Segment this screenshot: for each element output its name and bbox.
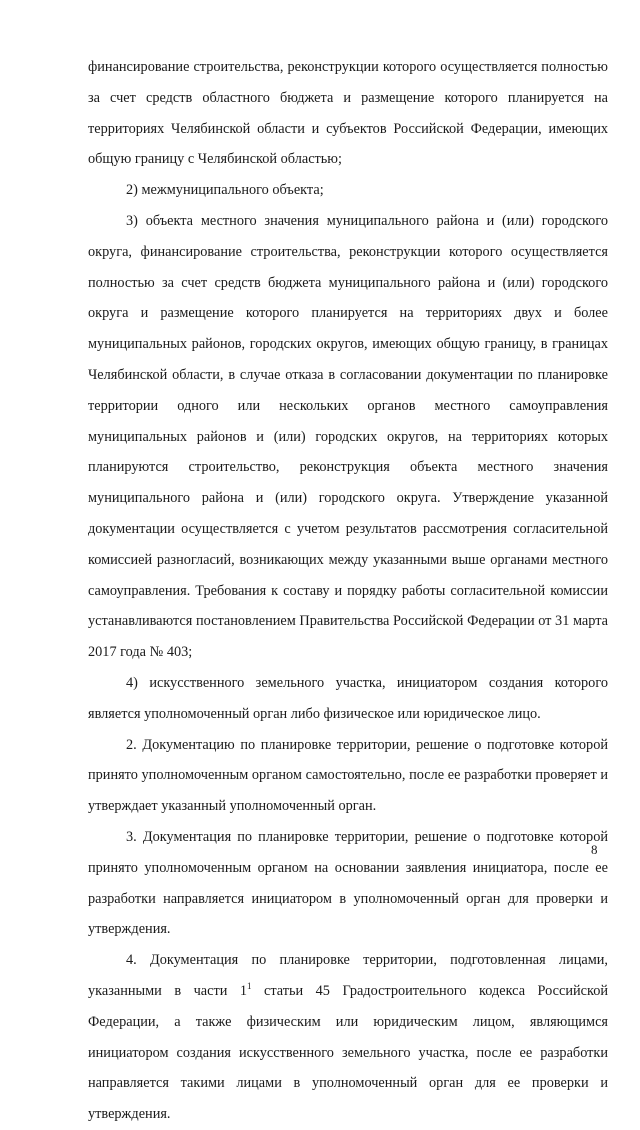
clause-2: 2. Документацию по планировке территории, решение о подготовке которой принято уполномоченным органом самостоятельно, после ее разработки проверяет и утверждает указанный уполномоченный орган. xyxy=(88,736,608,815)
clause-4-text-end: статьи 45 Градостроительного кодекса Российской Федерации, а также физическим или юридическим лицом, являющимся инициатором создания искусственного земельного участка, после ее разработки направляется такими лицами в уполномоченный орган для ее проверки и утверждения. xyxy=(88,982,608,1123)
page-number: 8 xyxy=(591,842,598,857)
list-item-3: 3) объекта местного значения муниципального района и (или) городского округа, финансирование строительства, реконструкции которого осуществляется полностью за счет средств бюджета муниципального района и (или) городского округа и размещение которого планируется на территориях двух и более муниципальных районов, городских округов, имеющих общую границу, в границах Челябинской области, в случае отказа в согласовании документации по планировке территории одного или нескольких органов местного самоуправления муниципальных районов и (или) городских округов, на территориях которых планируются строительство, реконструкция объекта местного значения муниципального района и (или) городского округа. Утверждение указанной документации осуществляется с учетом результатов рассмотрения согласительной комиссией разногласий, возникающих между указанными выше органами местного самоуправления. Требования к составу и порядку работы согласительной комиссии устанавливаются постановлением Правительства Российской Федерации от 31 марта 2017 года № 403; xyxy=(88,212,608,661)
superscript-marker: 1 xyxy=(247,981,252,992)
paragraph-continuation: финансирование строительства, реконструкции которого осуществляется полностью за счет средств областного бюджета и размещение которого планируется на территориях Челябинской области и субъектов Российской Федерации, имеющих общую границу с Челябинской областью; xyxy=(88,59,608,168)
document-body xyxy=(88,52,608,1130)
list-item-4: 4) искусственного земельного участка, инициатором создания которого является уполномоченный орган либо физическое или юридическое лицо. xyxy=(88,674,608,722)
clause-4-text-start: 4. Документация по планировке территории, подготовленная лицами, указанными в части 1 xyxy=(88,952,608,999)
clause-3: 3. Документация по планировке территории, решение о подготовке которой принято уполномоченным органом на основании заявления инициатора, после ее разработки направляется инициатором в уполномоченный орган для проверки и утверждения. xyxy=(88,828,608,938)
list-item-2: 2) межмуниципального объекта; xyxy=(126,182,324,199)
clause-4 xyxy=(88,945,608,1130)
